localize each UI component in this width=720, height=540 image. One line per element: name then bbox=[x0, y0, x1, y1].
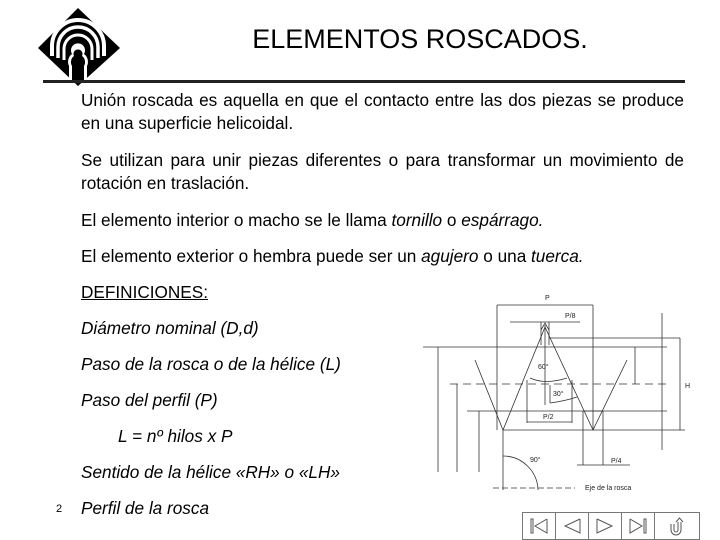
paragraph-usage: Se utilizan para unir piezas diferentes o para transformar un movimiento de rotación en traslación. bbox=[81, 150, 684, 193]
first-slide-button[interactable] bbox=[523, 513, 556, 539]
first-icon bbox=[529, 517, 549, 535]
next-icon bbox=[595, 517, 615, 535]
definition-formula: L = nº hilos x P bbox=[118, 426, 233, 446]
slide-title: ELEMENTOS ROSCADOS. bbox=[252, 24, 588, 54]
label-60: 60° bbox=[538, 364, 549, 371]
last-icon bbox=[628, 517, 648, 535]
return-icon bbox=[667, 516, 687, 536]
label-p4: P/4 bbox=[611, 458, 622, 465]
page-number: 2 bbox=[56, 503, 63, 515]
title-divider bbox=[43, 80, 685, 83]
definitions-heading: DEFINICIONES: bbox=[81, 282, 209, 302]
emphasis-term: tornillo bbox=[391, 210, 443, 230]
previous-slide-button[interactable] bbox=[556, 513, 589, 539]
emphasis-term: espárrago. bbox=[461, 210, 544, 230]
label-p: P bbox=[545, 295, 550, 302]
last-slide-button[interactable] bbox=[622, 513, 655, 539]
label-p2: P/2 bbox=[543, 414, 554, 421]
definition-item: Paso del perfil (P) bbox=[81, 390, 218, 410]
thread-profile-diagram bbox=[405, 285, 720, 495]
text: o una bbox=[478, 246, 532, 266]
label-p8: P/8 bbox=[565, 313, 576, 320]
emphasis-term: agujero bbox=[421, 246, 479, 266]
emphasis-term: tuerca. bbox=[531, 246, 584, 266]
definition-item: Sentido de la hélice «RH» o «LH» bbox=[81, 462, 340, 482]
paragraph-male-element bbox=[81, 209, 684, 232]
paragraph-definition: Unión roscada es aquella en que el contacto entre las dos piezas se produce en una superficie helicoidal. bbox=[81, 90, 684, 133]
definition-item: Paso de la rosca o de la hélice (L) bbox=[81, 354, 341, 374]
university-logo-icon bbox=[34, 6, 122, 86]
label-30: 30° bbox=[553, 391, 564, 398]
slide-navigation bbox=[522, 512, 700, 540]
text: El elemento interior o macho se le llama bbox=[81, 210, 392, 230]
previous-icon bbox=[562, 517, 582, 535]
text: El elemento exterior o hembra puede ser un bbox=[81, 246, 422, 266]
paragraph-female-element bbox=[81, 245, 684, 268]
label-h: H bbox=[685, 383, 691, 390]
return-button[interactable] bbox=[655, 513, 699, 539]
definition-item: Diámetro nominal (D,d) bbox=[81, 318, 259, 338]
label-axis: Eje de la rosca bbox=[585, 485, 632, 492]
label-90: 90° bbox=[530, 457, 541, 464]
definition-item: Perfil de la rosca bbox=[81, 498, 210, 518]
text: o bbox=[442, 210, 462, 230]
next-slide-button[interactable] bbox=[589, 513, 622, 539]
